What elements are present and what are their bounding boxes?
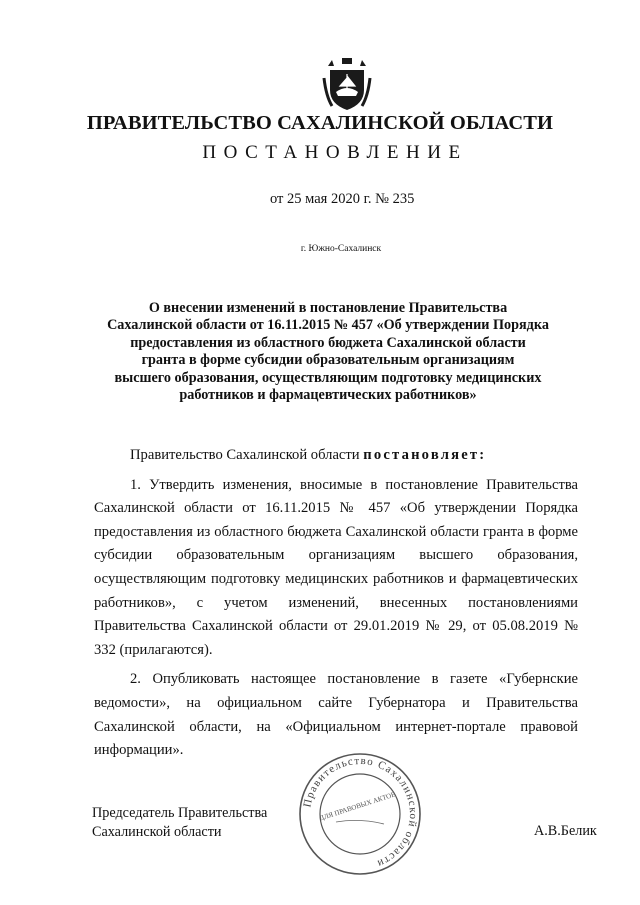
subject-line: высшего образования, осуществляющим подготовку медицинских [114, 369, 542, 386]
signer-position-line: Председатель Правительства [92, 805, 268, 821]
subject-line: гранта в форме субсидии образовательным организациям [141, 352, 515, 369]
government-title: ПРАВИТЕЛЬСТВО САХАЛИНСКОЙ ОБЛАСТИ [86, 112, 554, 134]
preamble-action: постановляет: [363, 447, 487, 463]
subject-line: О внесении изменений в постановление Правительства [148, 300, 508, 316]
item-2-paragraph: 2. Опубликовать настоящее постановление в газете «Губернские ведомости», на официальном сайте Губернатора и Правительства Сахалинской области, на «Официальном интернет-портале правовой информации». [94, 671, 578, 759]
document-subject [100, 300, 556, 404]
subject-line: Сахалинской области от 16.11.2015 № 457 «Об утверждении Порядка [107, 317, 549, 334]
document-date-number: от 25 мая 2020 г. № 235 [270, 191, 415, 207]
document-body [94, 444, 578, 769]
svg-text:Правительство Сахалинской обла [301, 755, 419, 870]
subject-line: предоставления из областного бюджета Сахалинской области [130, 334, 526, 351]
item-1-paragraph: 1. Утвердить изменения, вносимые в постановление Правительства Сахалинской области от 16.11.2015 № 457 «Об утверждении Порядка предоставления из областного бюджета Сахалинской области гранта в форме субсидии образовательным организациям высшего образования, осуществляющим подготовку медицинских работников и фармацевтических работников», с учетом изменений, внесенных постановлениями Правительства Сахалинской области от 29.01.2019 № 29, от 05.08.2019 № 332 (прилагаются). [94, 476, 578, 658]
document-type: ПОСТАНОВЛЕНИЕ [202, 142, 468, 163]
signer-position [92, 804, 267, 842]
seal-ring-text: Правительство Сахалинской области [301, 754, 420, 870]
signer-position-line: Сахалинской области [92, 824, 222, 840]
signer-name: А.В.Белик [534, 823, 597, 839]
coat-of-arms-icon [322, 56, 372, 112]
document-place: г. Южно-Сахалинск [300, 244, 382, 254]
official-seal-stamp [296, 750, 424, 878]
subject-line: работников и фармацевтических работников» [179, 387, 477, 404]
preamble-text: Правительство Сахалинской области [130, 447, 360, 463]
seal-inner-text: ДЛЯ ПРАВОВЫХ АКТОВ [318, 790, 397, 823]
preamble-paragraph [94, 444, 578, 468]
